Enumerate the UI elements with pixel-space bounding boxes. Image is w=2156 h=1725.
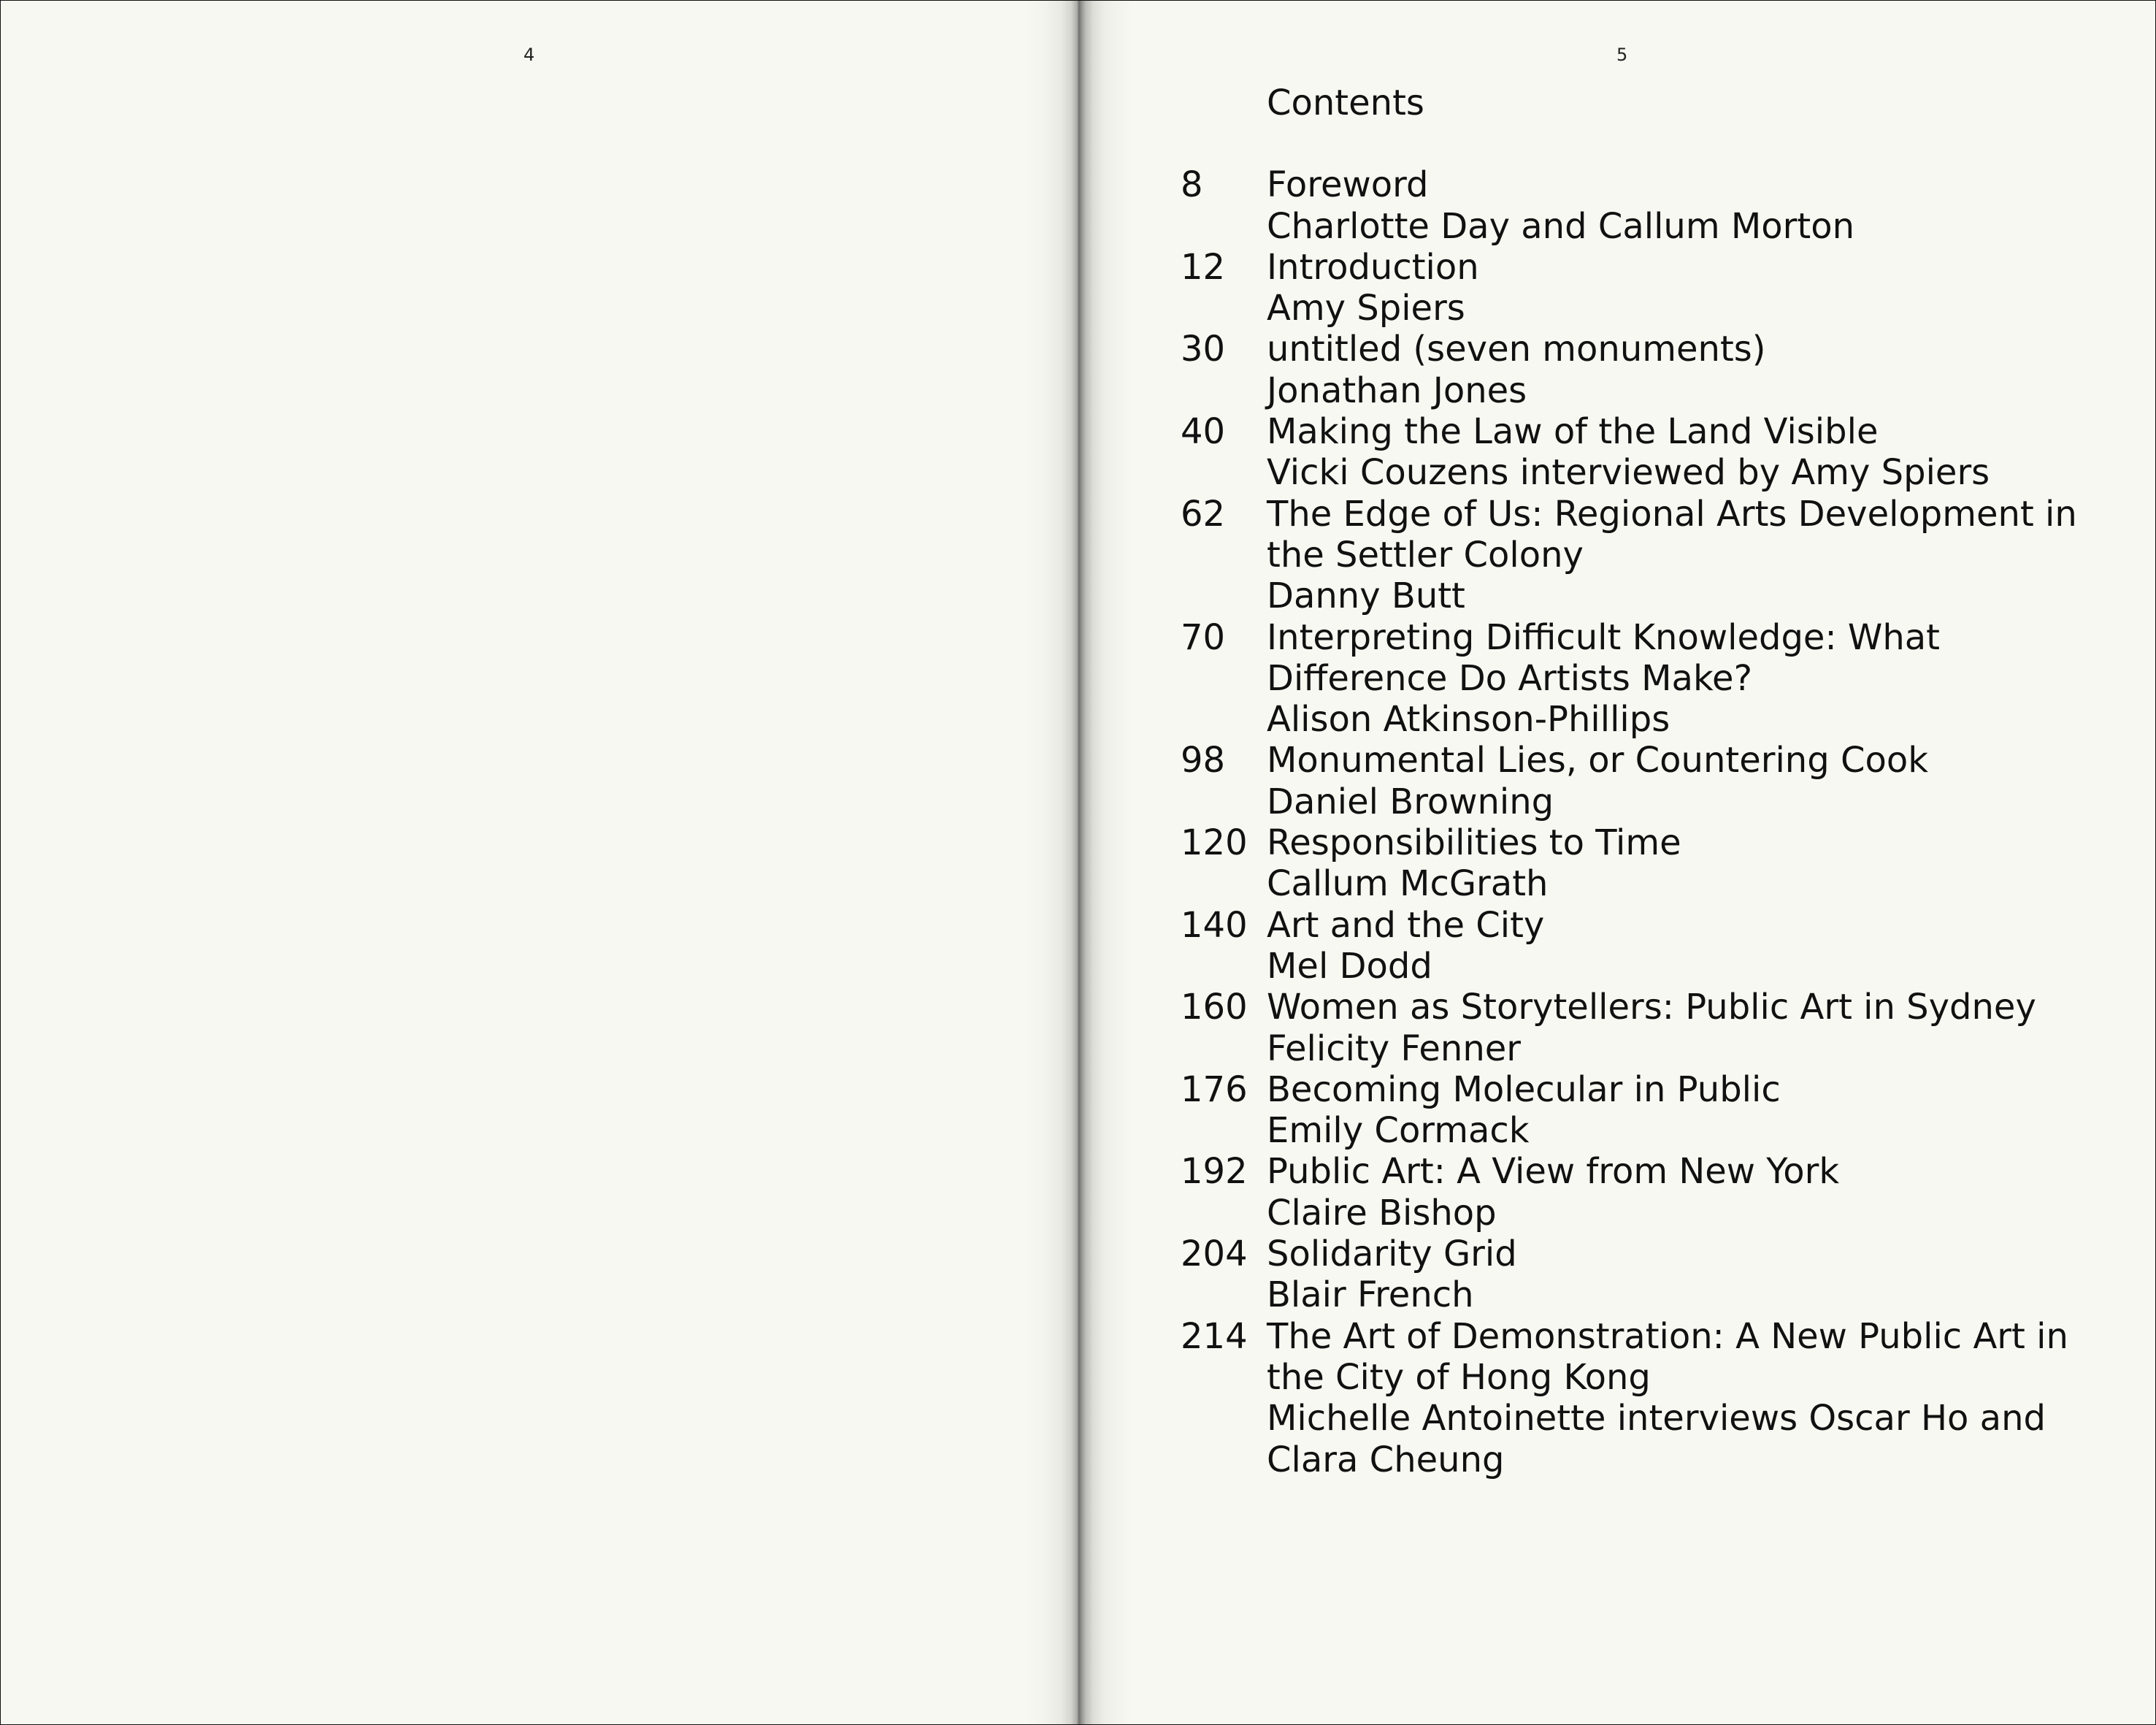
toc-title: Making the Law of the Land Visible (1267, 411, 1879, 453)
toc-page-number: 8 (1181, 164, 1203, 206)
toc-entry (1181, 1069, 2079, 1152)
toc-title: Introduction (1267, 246, 1479, 288)
toc-title: untitled (seven monuments) (1267, 329, 1766, 370)
toc-title: The Art of Demonstration: A New Public Art in the City of Hong Kong (1267, 1315, 2068, 1398)
toc-page-number: 204 (1181, 1233, 1248, 1275)
toc-entry-text (1267, 1316, 2079, 1480)
toc-page-number: 98 (1181, 740, 1226, 781)
toc-entry-text (1267, 494, 2079, 617)
toc-title: The Edge of Us: Regional Arts Development in the Settler Colony (1267, 493, 2077, 575)
toc-entry-text (1267, 740, 2079, 822)
toc-title: Solidarity Grid (1267, 1233, 1517, 1275)
toc-title: Art and the City (1267, 904, 1545, 946)
toc-author: Felicity Fenner (1267, 1028, 1522, 1069)
toc-page-number: 140 (1181, 904, 1248, 946)
toc-page-number: 12 (1181, 246, 1226, 288)
toc-entry-text (1267, 329, 2079, 411)
toc-entry (1181, 494, 2079, 617)
toc-page-number: 160 (1181, 987, 1248, 1028)
toc-entry (1181, 164, 2079, 247)
contents-heading: Contents (1267, 83, 1424, 123)
toc-entry-text (1267, 1069, 2079, 1152)
toc-entry-text (1267, 822, 2079, 905)
toc-page-number: 120 (1181, 822, 1248, 864)
toc-author: Mel Dodd (1267, 945, 1432, 987)
toc-entry (1181, 1151, 2079, 1233)
toc-title: Public Art: A View from New York (1267, 1151, 1840, 1193)
toc-author: Vicki Couzens interviewed by Amy Spiers (1267, 452, 1990, 494)
toc-author: Jonathan Jones (1267, 370, 1527, 411)
toc-author: Daniel Browning (1267, 781, 1554, 822)
toc-page-number: 192 (1181, 1151, 1248, 1193)
toc-author: Claire Bishop (1267, 1192, 1497, 1233)
toc-entry (1181, 1233, 2079, 1316)
toc-entry (1181, 822, 2079, 905)
toc-author: Callum McGrath (1267, 863, 1549, 905)
toc-entry (1181, 617, 2079, 741)
toc-entry (1181, 411, 2079, 494)
toc-author: Danny Butt (1267, 575, 1465, 617)
toc-title: Becoming Molecular in Public (1267, 1068, 1781, 1110)
toc-entry-text (1267, 1151, 2079, 1233)
right-page-number: 5 (1616, 45, 1628, 65)
table-of-contents (1181, 83, 2079, 1480)
toc-title: Foreword (1267, 164, 1429, 206)
toc-entry-text (1267, 987, 2079, 1069)
toc-entry (1181, 329, 2079, 411)
toc-page-number: 40 (1181, 411, 1226, 453)
toc-author: Alison Atkinson-Phillips (1267, 699, 1670, 741)
toc-entry-text (1267, 617, 2079, 741)
toc-title: Monumental Lies, or Countering Cook (1267, 740, 1928, 781)
toc-author: Michelle Antoinette interviews Oscar Ho and Clara Cheung (1267, 1398, 2046, 1480)
toc-entry-text (1267, 905, 2079, 987)
toc-author: Blair French (1267, 1274, 1474, 1316)
toc-page-number: 176 (1181, 1068, 1248, 1110)
toc-entry-text (1267, 247, 2079, 329)
toc-title: Responsibilities to Time (1267, 822, 1681, 864)
toc-title: Women as Storytellers: Public Art in Sydney (1267, 987, 2036, 1028)
left-page-number: 4 (523, 45, 535, 65)
toc-page-number: 30 (1181, 329, 1226, 370)
toc-entry (1181, 740, 2079, 822)
toc-entry (1181, 247, 2079, 329)
toc-entry (1181, 905, 2079, 987)
toc-author: Amy Spiers (1267, 288, 1465, 329)
toc-title: Interpreting Difficult Knowledge: What Difference Do Artists Make? (1267, 616, 1940, 699)
toc-author: Charlotte Day and Callum Morton (1267, 205, 1854, 247)
toc-entry (1181, 1316, 2079, 1480)
toc-page-number: 214 (1181, 1315, 1248, 1357)
left-page (1, 1, 1079, 1724)
toc-entry (1181, 987, 2079, 1069)
toc-entry-text (1267, 164, 2079, 247)
toc-list (1181, 164, 2079, 1480)
toc-page-number: 70 (1181, 616, 1226, 658)
toc-entry-text (1267, 1233, 2079, 1316)
toc-entry-text (1267, 411, 2079, 494)
toc-author: Emily Cormack (1267, 1110, 1530, 1152)
toc-page-number: 62 (1181, 493, 1226, 535)
